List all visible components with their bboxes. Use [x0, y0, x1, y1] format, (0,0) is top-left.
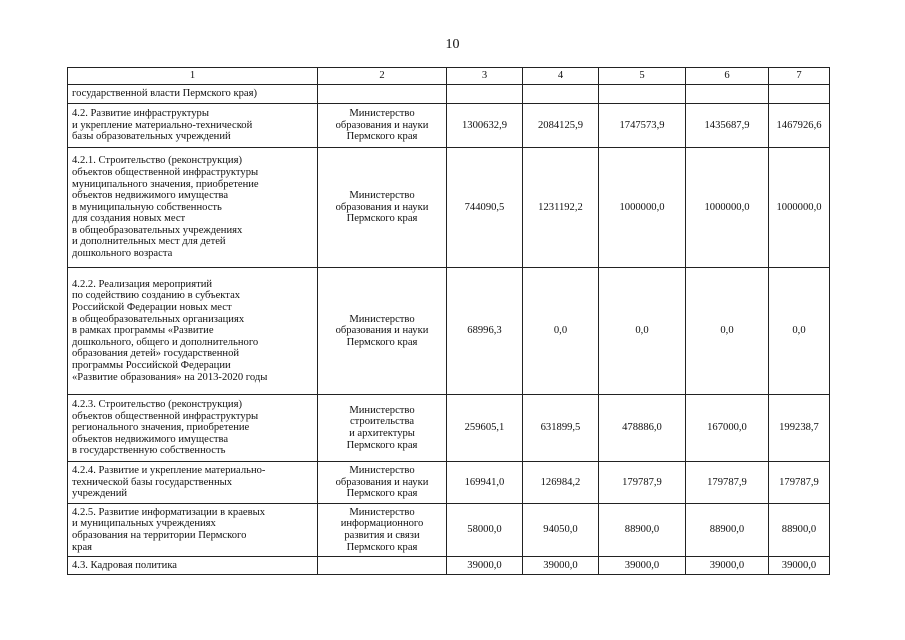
header-col-3: 3 [447, 68, 523, 85]
table-row [68, 504, 830, 557]
row-organization: Министерство информационного развития и связи Пермского края [318, 504, 447, 557]
row-value-6: 167000,0 [686, 395, 769, 462]
row-value-3: 39000,0 [447, 557, 523, 575]
row-value-6: 1000000,0 [686, 148, 769, 268]
row-value-6: 1435687,9 [686, 104, 769, 148]
row-value-6: 179787,9 [686, 462, 769, 504]
row-name: государственной власти Пермского края) [68, 85, 318, 104]
table-row [68, 104, 830, 148]
header-col-6: 6 [686, 68, 769, 85]
row-value-5: 478886,0 [599, 395, 686, 462]
row-value-7: 1467926,6 [769, 104, 830, 148]
page-number: 10 [445, 37, 460, 52]
row-name: 4.2. Развитие инфраструктуры и укрепление материально-технической базы образовательных учреждений [68, 104, 318, 148]
row-organization: Министерство строительства и архитектуры Пермского края [318, 395, 447, 462]
row-value-4: 2084125,9 [523, 104, 599, 148]
row-organization [318, 85, 447, 104]
table-row [68, 268, 830, 395]
row-name: 4.2.3. Строительство (реконструкция) объектов общественной инфраструктуры регионального значения, приобретение объектов недвижимого имущества в государственную собственность [68, 395, 318, 462]
table-row [68, 148, 830, 268]
row-value-4: 126984,2 [523, 462, 599, 504]
header-row [68, 68, 830, 85]
row-value-7: 39000,0 [769, 557, 830, 575]
row-value-5: 39000,0 [599, 557, 686, 575]
row-value-7: 199238,7 [769, 395, 830, 462]
row-value-3: 169941,0 [447, 462, 523, 504]
row-value-5: 0,0 [599, 268, 686, 395]
row-value-7: 1000000,0 [769, 148, 830, 268]
row-value-5: 1747573,9 [599, 104, 686, 148]
row-name: 4.2.1. Строительство (реконструкция) объектов общественной инфраструктуры муниципального значения, приобретение объектов недвижимого имущества в муниципальную собственность для создания новых мест в общеобразовательных учреждениях и дополнительных мест для детей дошкольного возраста [68, 148, 318, 268]
row-organization: Министерство образования и науки Пермского края [318, 148, 447, 268]
row-name: 4.2.4. Развитие и укрепление материально- технической базы государственных учреждений [68, 462, 318, 504]
row-organization: Министерство образования и науки Пермского края [318, 104, 447, 148]
row-value-3: 58000,0 [447, 504, 523, 557]
row-value-6 [686, 85, 769, 104]
row-organization: Министерство образования и науки Пермского края [318, 268, 447, 395]
row-value-4: 1231192,2 [523, 148, 599, 268]
row-organization [318, 557, 447, 575]
row-value-4: 94050,0 [523, 504, 599, 557]
row-value-5: 179787,9 [599, 462, 686, 504]
table-row [68, 85, 830, 104]
table-row [68, 462, 830, 504]
row-value-3: 1300632,9 [447, 104, 523, 148]
row-value-6: 0,0 [686, 268, 769, 395]
row-organization: Министерство образования и науки Пермского края [318, 462, 447, 504]
table-row [68, 557, 830, 575]
row-name: 4.2.5. Развитие информатизации в краевых и муниципальных учреждениях образования на территории Пермского края [68, 504, 318, 557]
header-col-5: 5 [599, 68, 686, 85]
header-col-7: 7 [769, 68, 830, 85]
row-value-5: 88900,0 [599, 504, 686, 557]
row-value-7 [769, 85, 830, 104]
row-value-3: 259605,1 [447, 395, 523, 462]
row-value-3 [447, 85, 523, 104]
row-value-6: 88900,0 [686, 504, 769, 557]
budget-table [67, 67, 830, 575]
row-value-7: 179787,9 [769, 462, 830, 504]
row-value-4 [523, 85, 599, 104]
row-value-7: 0,0 [769, 268, 830, 395]
table-row [68, 395, 830, 462]
row-value-4: 0,0 [523, 268, 599, 395]
header-col-2: 2 [318, 68, 447, 85]
row-name: 4.2.2. Реализация мероприятий по содействию созданию в субъектах Российской Федерации новых мест в общеобразовательных организациях в рамках программы «Развитие дошкольного, общего и дополнительного образования детей» государственной программы Российской Федерации «Развитие образования» на 2013-2020 годы [68, 268, 318, 395]
row-value-6: 39000,0 [686, 557, 769, 575]
row-value-7: 88900,0 [769, 504, 830, 557]
row-value-5: 1000000,0 [599, 148, 686, 268]
header-col-4: 4 [523, 68, 599, 85]
header-col-1: 1 [68, 68, 318, 85]
row-value-5 [599, 85, 686, 104]
row-value-3: 744090,5 [447, 148, 523, 268]
row-value-4: 39000,0 [523, 557, 599, 575]
row-name: 4.3. Кадровая политика [68, 557, 318, 575]
row-value-4: 631899,5 [523, 395, 599, 462]
row-value-3: 68996,3 [447, 268, 523, 395]
